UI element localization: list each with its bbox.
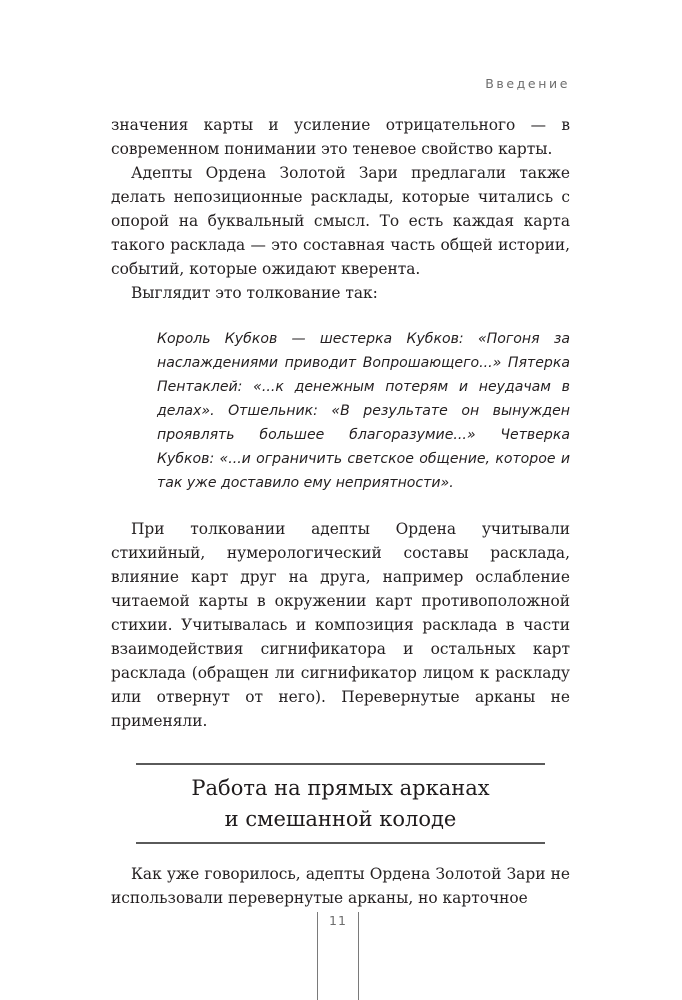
page-number: 11	[329, 913, 347, 928]
body-paragraph: значения карты и усиление отрицательного — в современном понимании это теневое свойство карты.	[111, 116, 570, 158]
body-paragraph: Выглядит это толкование так:	[131, 284, 378, 302]
quote-text: Король Кубков — шестерка Кубков: «Погоня за наслаждениями приводит Вопрошающего...» Пятерка Пентаклей: «...к денежным потерям и неудачам в делах». Отшельник: «В результате он вынужден проявлять большее благоразумие...» Четверка Кубков: «...и ограничить светское общение, которое и так уже доставило ему неприятности».	[157, 331, 570, 491]
body-paragraph: Как уже говорилось, адепты Ордена Золотой Зари не использовали перевернутые арканы, но карточное	[111, 865, 570, 907]
heading-bottom-rule	[136, 842, 545, 844]
body-paragraph: Адепты Ордена Золотой Зари предлагали также делать непозиционные расклады, которые читались с опорой на буквальный смысл. То есть каждая карта такого расклада — это составная часть общей истории, событий, которые ожидают кверента.	[111, 164, 570, 278]
section-heading-line: Работа на прямых арканах	[191, 776, 490, 800]
section-heading	[136, 765, 545, 842]
running-head: Введение	[485, 76, 570, 91]
section-heading-line: и смешанной колоде	[224, 807, 457, 831]
page-body	[111, 113, 570, 910]
example-quote	[111, 327, 570, 495]
body-paragraph: При толковании адепты Ордена учитывали стихийный, нумерологический составы расклада, влияние карт друг на друга, например ослабление читаемой карты в окружении карт противоположной стихии. Учитывалась и композиция расклада в части взаимодействия сигнификатора и остальных карт расклада (обращен ли сигнификатор лицом к раскладу или отвернут от него). Перевернутые арканы не применяли.	[111, 520, 570, 730]
page-number-box	[317, 912, 359, 1000]
section-heading-block	[111, 763, 570, 844]
